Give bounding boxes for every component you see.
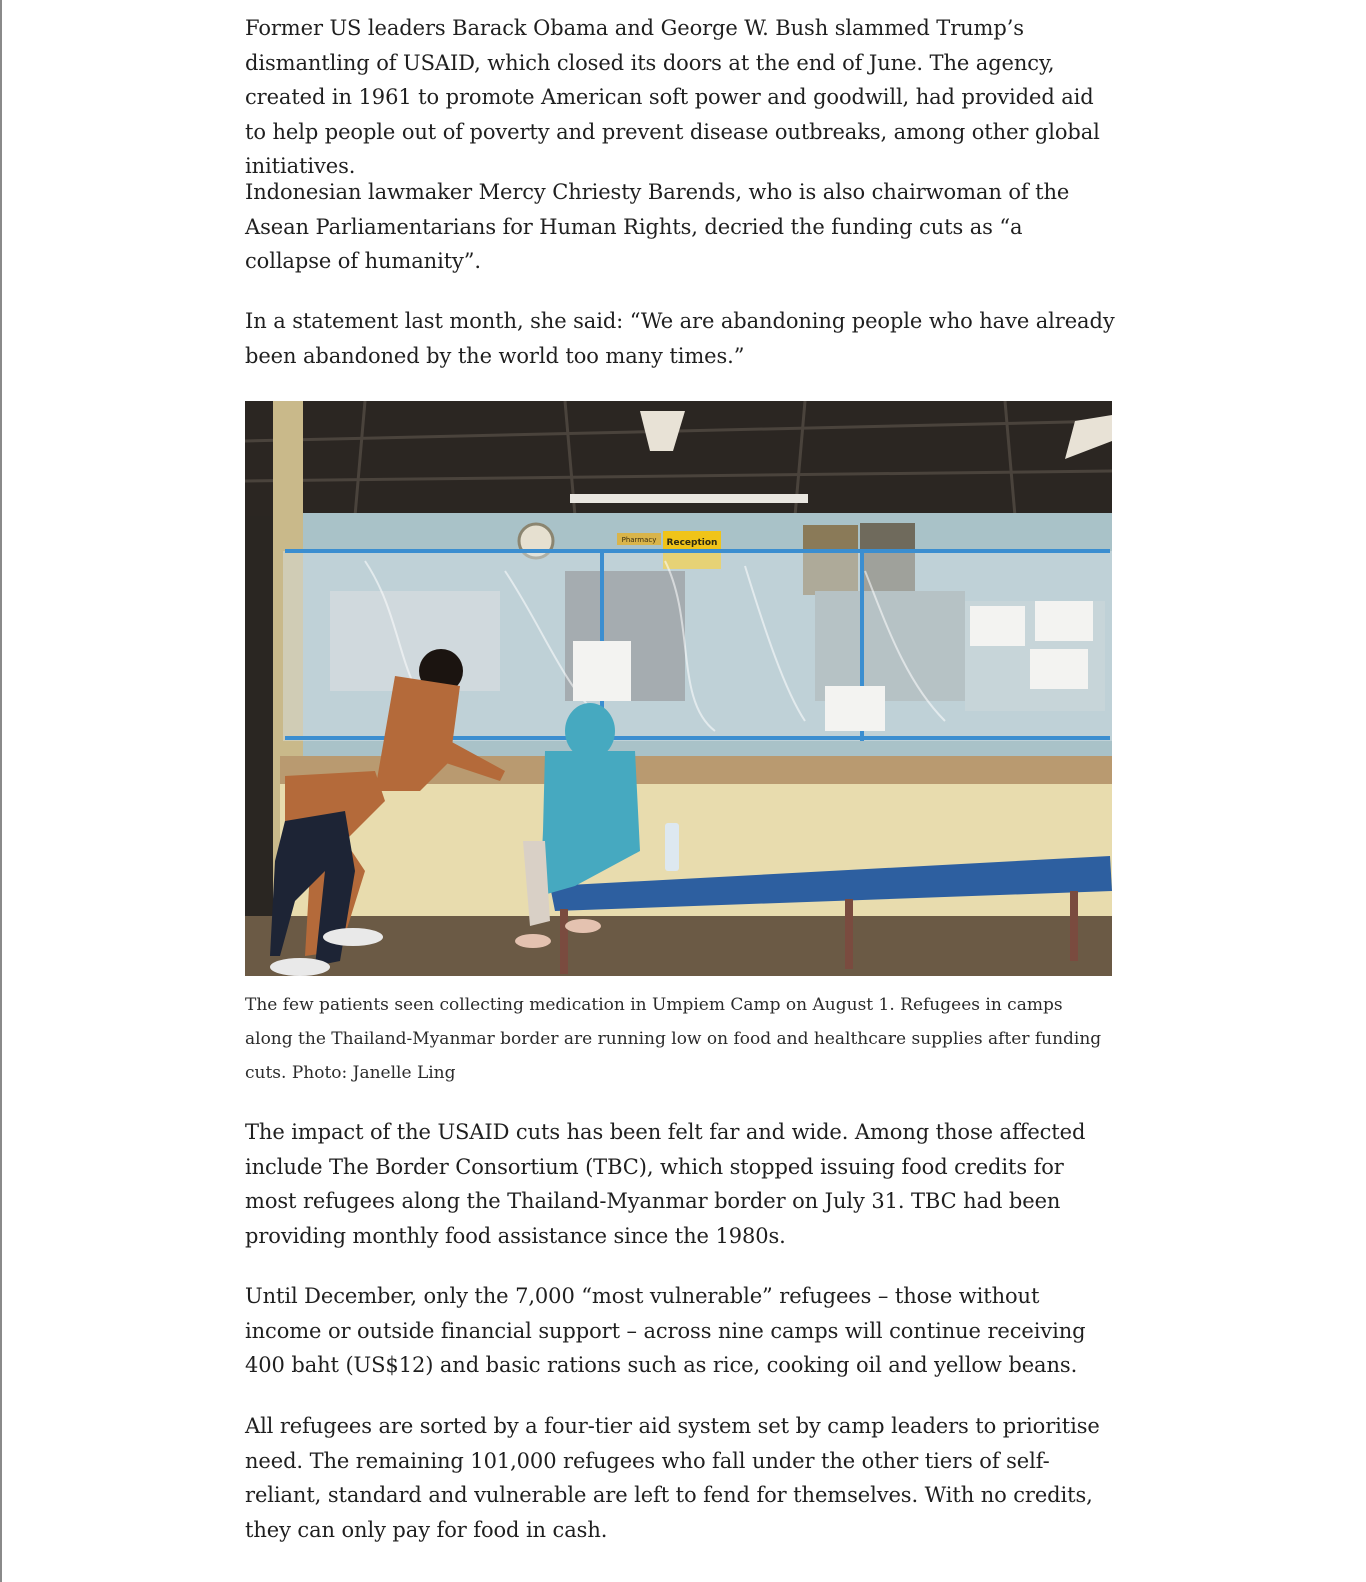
paragraph-usaid-dismantling: Former US leaders Barack Obama and George W. Bush slammed Trump’s dismantling of USAID, which closed its doors at the end of June. The agency, created in 1961 to promote American soft power and goodwill, had provided aid to help people out of poverty and prevent disease outbreaks, among other global initiatives. — [245, 16, 1100, 178]
page-left-border — [0, 0, 2, 1582]
paragraph-impact-usaid-cuts: The impact of the USAID cuts has been felt far and wide. Among those affected include The Border Consortium (TBC), which stopped issuing food credits for most refugees along the Thailand-Myanmar border on July 31. TBC had been providing monthly food assistance since the 1980s. — [245, 1120, 1086, 1248]
paragraph-statement-quote: In a statement last month, she said: “We are abandoning people who have already been abandoned by the world too many times.” — [245, 309, 1115, 368]
paragraph-four-tier-system: All refugees are sorted by a four-tier aid system set by camp leaders to prioritise need. The remaining 101,000 refugees who fall under the other tiers of self-reliant, standard and vulnerable are left to fend for themselves. With no credits, they can only pay for food in cash. — [245, 1414, 1100, 1542]
umpiem-camp-photo[interactable] — [245, 401, 1112, 976]
paragraph-mercy-barends: Indonesian lawmaker Mercy Chriesty Barends, who is also chairwoman of the Asean Parliamentarians for Human Rights, decried the funding cuts as “a collapse of humanity”. — [245, 180, 1070, 273]
article-figure — [245, 401, 1112, 1090]
pharmacy-sign: Pharmacy — [621, 536, 657, 544]
reception-sign: Reception — [666, 538, 718, 548]
paragraph-most-vulnerable: Until December, only the 7,000 “most vulnerable” refugees – those without income or outside financial support – across nine camps will continue receiving 400 baht (US$12) and basic rations such as rice, cooking oil and yellow beans. — [245, 1284, 1086, 1377]
figure-caption: The few patients seen collecting medication in Umpiem Camp on August 1. Refugees in camps along the Thailand-Myanmar border are running low on food and healthcare supplies after funding cuts. Photo: Janelle Ling — [245, 995, 1102, 1083]
